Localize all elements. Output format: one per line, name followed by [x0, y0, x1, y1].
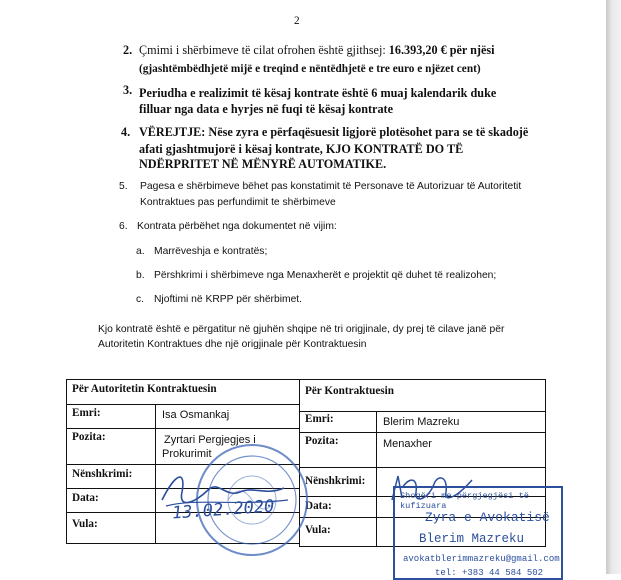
page-number: 2	[294, 15, 300, 27]
contracting-authority-position-line1: Zyrtari Pergjegjes i	[164, 434, 256, 446]
signature-label: Nënshkrimi:	[72, 468, 133, 480]
item-number: 3.	[123, 83, 133, 97]
contracting-authority-name: Isa Osmankaj	[162, 409, 230, 421]
contractor-name: Blerim Mazreku	[383, 416, 460, 428]
payment-line2: Kontraktues pas perfundimit te shërbimeve	[140, 197, 336, 208]
period-text-line2: filluar nga data e hyrjes në fuqi të kësaj kontrate	[139, 102, 394, 116]
seal-label: Vula:	[305, 524, 331, 536]
stamp-line-4: avokatblerimmazreku@gmail.com	[403, 554, 560, 564]
name-label: Emri:	[305, 413, 334, 425]
item-number: 5.	[119, 181, 128, 192]
item-number: 6.	[119, 221, 128, 232]
item-number: 4.	[121, 125, 131, 139]
price-in-words: (gjashtëmbëdhjetë mijë e treqind e nëntëdhjetë e tre euro e njëzet cent)	[139, 63, 481, 75]
payment-line1: Pagesa e shërbimeve bëhet pas konstatimit të Personave të Autorizuar të Autoritetit	[140, 181, 522, 192]
subitem-letter: b.	[136, 270, 145, 281]
subitem-letter: a.	[136, 246, 145, 257]
subitem-letter: c.	[136, 294, 145, 305]
date-label: Data:	[305, 500, 332, 512]
stamp-line-2: Zyra e Avokatisë	[425, 510, 550, 525]
price-text: Çmimi i shërbimeve të cilat ofrohen është gjithsej:	[139, 43, 386, 57]
item-text	[139, 43, 495, 58]
right-header: Për Kontraktuesin	[305, 385, 394, 397]
closing-line2: Autoritetin Kontraktues dhe një origjinale për Kontraktuesin	[98, 339, 367, 350]
warning-line3: NDËRPRITET NË MËNYRË AUTOMATIKE.	[139, 157, 387, 171]
handwritten-date: 13.02.2020	[171, 496, 275, 524]
warning-line2: afati gjashtmujorë i kësaj kontrate, KJO KONTRATË DO TË	[139, 142, 464, 156]
item-number: 2.	[123, 43, 133, 57]
position-label: Pozita:	[305, 435, 339, 447]
subitem-text: Njoftimi në KRPP për shërbimet.	[154, 294, 303, 305]
contractor-position: Menaxher	[383, 438, 432, 450]
stamp-line-1: Shoqëri me përgjegjësi të kufizuara	[400, 491, 529, 511]
date-label: Data:	[72, 492, 99, 504]
subitem-text: Përshkrimi i shërbimeve nga Menaxherët e projektit që duhet të realizohen;	[154, 270, 497, 281]
left-header: Për Autoritetin Kontraktuesin	[72, 383, 217, 395]
stamp-line-3: Blerim Mazreku	[419, 532, 525, 546]
signature-label: Nënshkrimi:	[305, 475, 366, 487]
subitem-text: Marrëveshja e kontratës;	[154, 246, 268, 257]
price-amount: 16.393,20 € për njësi	[388, 43, 495, 57]
name-label: Emri:	[72, 407, 101, 419]
position-label: Pozita:	[72, 431, 106, 443]
period-text-line1: Periudha e realizimit të kësaj kontrate është 6 muaj kalendarik duke	[139, 86, 497, 100]
contracting-authority-position-line2: Prokurimit	[162, 448, 212, 460]
seal-label: Vula:	[72, 518, 98, 530]
contractor-stamp	[393, 486, 563, 580]
page-edge-shadow	[606, 0, 621, 574]
stamp-line-5: tel: +383 44 584 502	[435, 568, 544, 578]
documents-intro: Kontrata përbëhet nga dokumentet në vijim:	[137, 221, 337, 232]
closing-line1: Kjo kontratë është e përgatitur në gjuhën shqipe në tri origjinale, dy prej të cilave janë për	[98, 324, 505, 335]
warning-line1: VËREJTJE: Nëse zyra e përfaqësuesit ligjorë plotësohet para se të skadojë	[139, 125, 529, 139]
